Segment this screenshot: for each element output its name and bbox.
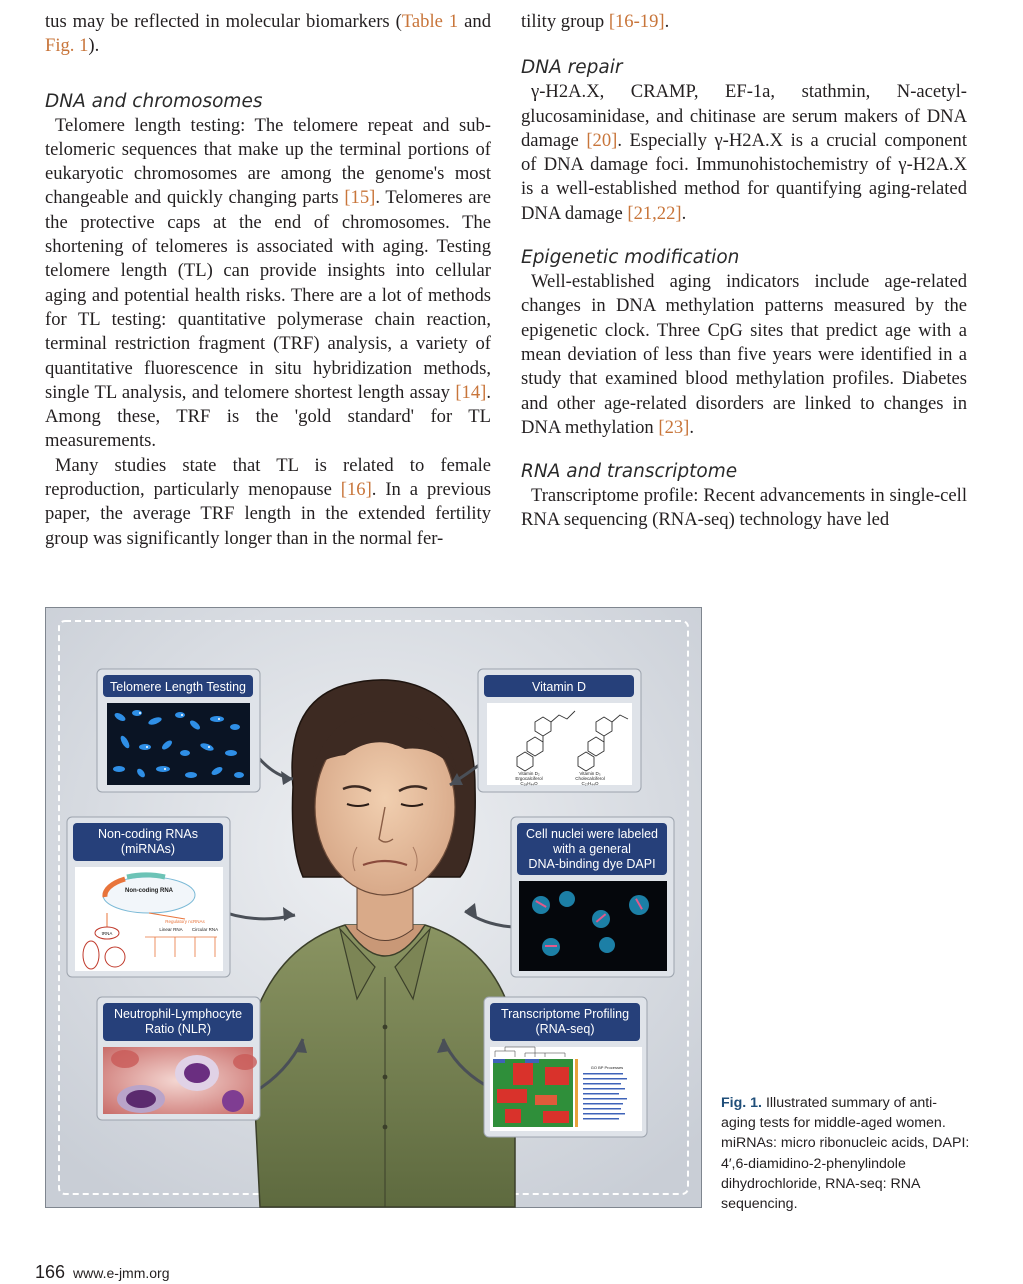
- label-text: (miRNAs): [120, 842, 176, 856]
- dapi-image: [519, 881, 667, 971]
- label-text: with a general: [553, 842, 631, 856]
- citation-link[interactable]: [15]: [344, 187, 376, 209]
- paragraph: Transcriptome profile: Recent advancements in single-cell RNA sequencing (RNA-seq) technology have led: [521, 485, 967, 531]
- ncrna-title: Non-coding RNA: [125, 888, 173, 894]
- panel-telomere: [97, 669, 260, 792]
- label-text: Telomere Length Testing: [110, 680, 246, 694]
- paragraph: Many studies state that TL is related to female reproduction, particularly menopause [16]. In a previous paper, the average TRF length in the extended fertility group was significantly longer than in the normal fer-: [45, 454, 492, 549]
- ncrna-trna: tRNA: [101, 931, 113, 936]
- page-number: 166: [35, 1262, 66, 1282]
- citation-link[interactable]: [20]: [586, 129, 618, 151]
- citation-link[interactable]: [16-19]: [608, 11, 665, 32]
- section-heading-dna: DNA and chromosomes: [45, 90, 263, 112]
- vitd3-formula: C₂₇H₄₄O: [581, 781, 599, 786]
- left-column: [45, 10, 491, 551]
- right-column: [521, 10, 967, 533]
- heatmap-title: GO BP Processes: [590, 1065, 624, 1070]
- journal-url[interactable]: www.e-jmm.org: [73, 1265, 170, 1281]
- label-text: Ratio (NLR): [145, 1022, 211, 1036]
- label-text: Non-coding RNAs: [97, 827, 199, 841]
- panel-vitamin-d: [478, 669, 641, 792]
- paragraph: Well-established aging indicators include age-related changes in DNA methylation patterns measured by the epigenetic clock. Three CpG sites that predict age with a mean deviation of less than five years were identified in a study that examined blood methylation profiles. Diabetes and other age-related disorders are linked to changes in DNA methylation [23].: [521, 271, 967, 438]
- vitd3-sub: Cholecalciferol: [575, 776, 605, 781]
- panel-rna-seq: [484, 997, 647, 1137]
- figure-caption: [721, 1093, 971, 1214]
- citation-link[interactable]: [16]: [340, 479, 372, 501]
- figure-link[interactable]: Fig. 1: [45, 35, 89, 57]
- table-link[interactable]: Table 1: [401, 11, 459, 32]
- heatmap: [493, 1059, 573, 1127]
- label-text: Vitamin D: [532, 680, 586, 694]
- paragraph: tility group [16-19].: [521, 11, 670, 32]
- figure-illustration: [45, 607, 702, 1208]
- label-text: Cell nuclei were labeled: [525, 827, 659, 841]
- ncrna-linear: Linear RNA: [159, 927, 183, 932]
- section-heading-repair: DNA repair: [521, 57, 623, 79]
- panel-dapi: [511, 817, 674, 977]
- section-heading-rna: RNA and transcriptome: [521, 461, 738, 483]
- label-text: DNA-binding dye DAPI: [528, 857, 656, 871]
- panel-nlr: [97, 997, 260, 1120]
- label-text: (RNA-seq): [535, 1022, 595, 1036]
- section-heading-epigenetic: Epigenetic modification: [521, 247, 740, 269]
- citation-link[interactable]: [21,22]: [627, 202, 682, 224]
- label-text: Neutrophil-Lymphocyte: [113, 1007, 243, 1021]
- vitd3-name: Vitamin D₃: [579, 771, 601, 776]
- panel-non-coding-rna: [67, 817, 230, 977]
- caption-text: Illustrated summary of anti-aging tests for middle-aged women. miRNAs: micro ribonucleic acids, DAPI: 4′,6-diamidino-2-phenylindole dihydrochloride, RNA-seq: RNA sequencing.: [721, 1095, 970, 1213]
- paragraph: Telomere length testing: The telomere repeat and sub-telomeric sequences that make up the terminal portions of eukaryotic chromosomes are among the genome's most changeable and quickly changing parts [15]. Telomeres are the protective caps at the end of chromosomes. The shortening of telomeres is associated with aging. Testing telomere length (TL) can provide insights into cellular aging and potential health risks. There are a lot of methods for TL testing: quantitative polymerase chain reaction, terminal restriction fragment (TRF) analysis, a variety of quantitative fluorescence in situ hybridization methods, single TL analysis, and telomere shortest length assay [14]. Among these, TRF is the 'gold standard' for TL measurements.: [45, 114, 492, 452]
- label-text: Transcriptome Profiling: [500, 1007, 630, 1021]
- paragraph: tus may be reflected in molecular biomarkers (Table 1 and Fig. 1).: [45, 11, 491, 57]
- vitd2-name: Vitamin D₂: [518, 771, 540, 776]
- vitd2-formula: C₂₈H₄₄O: [520, 781, 538, 786]
- citation-link[interactable]: [14]: [455, 381, 487, 403]
- vitd2-sub: Ergocalciferol: [515, 776, 543, 781]
- page-footer: [35, 1262, 170, 1283]
- ncrna-circular: Circular RNA: [191, 927, 219, 932]
- paragraph: γ-H2A.X, CRAMP, EF-1a, stathmin, N-acetyl-glucosaminidase, and chitinase are serum makers of DNA damage [20]. Especially γ-H2A.X is a crucial component of DNA damage foci. Immunohistochemistry of γ-H2A.X is a well-established method for quantifying aging-related DNA damage [21,22].: [521, 81, 967, 224]
- ncrna-regulatory: Regulatory ncRNAs: [165, 919, 205, 924]
- citation-link[interactable]: [23]: [658, 416, 690, 438]
- caption-label: Fig. 1.: [721, 1095, 762, 1111]
